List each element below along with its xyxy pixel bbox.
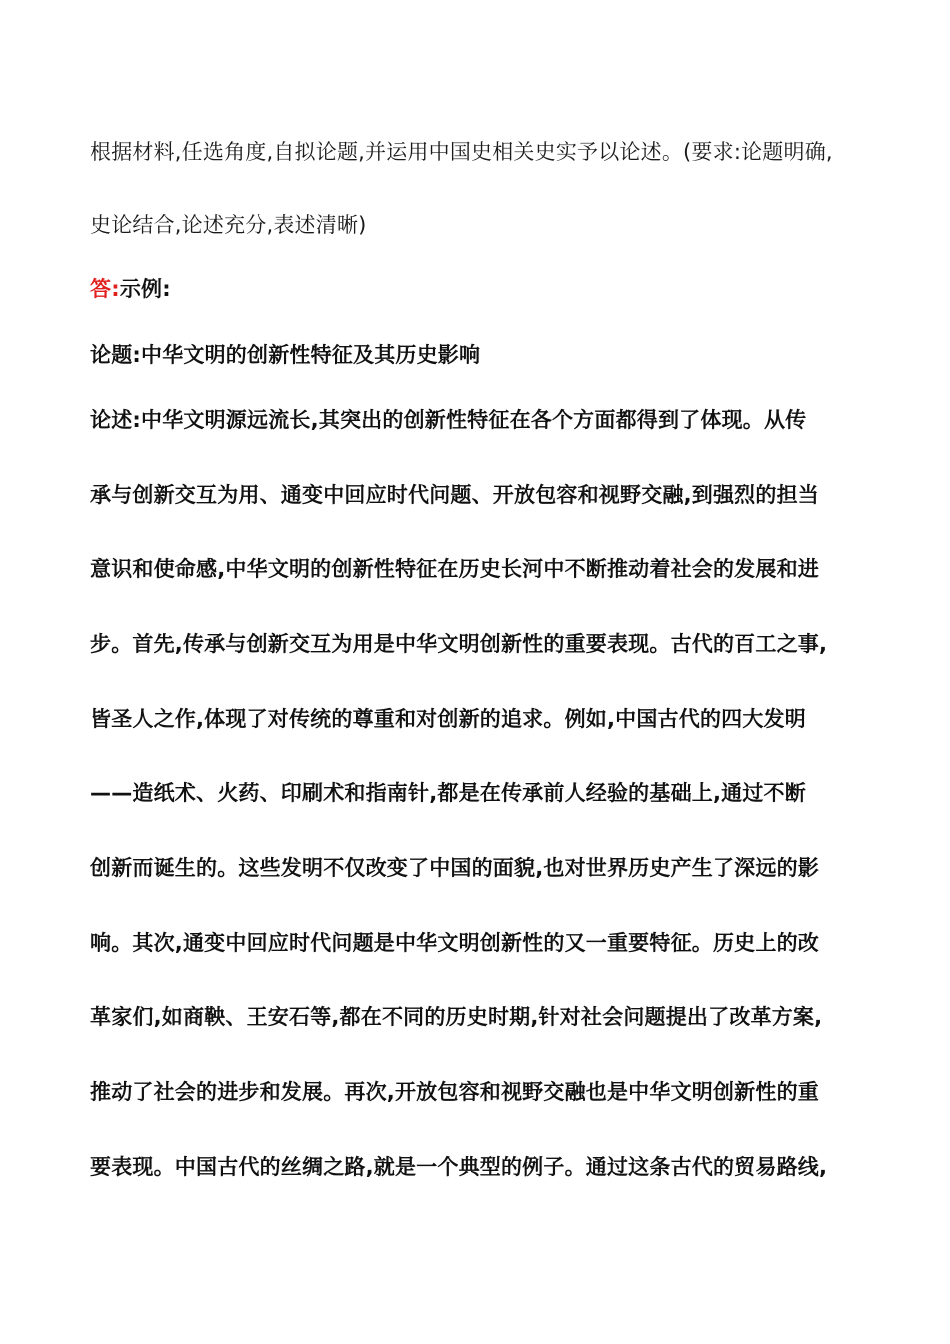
thesis-line: 论题:中华文明的创新性特征及其历史影响: [90, 343, 481, 367]
body-line-5: 皆圣人之作,体现了对传统的尊重和对创新的追求。例如,中国古代的四大发明: [90, 707, 806, 731]
answer-intro: 示例:: [119, 277, 171, 301]
question-line-1: 根据材料,任选角度,自拟论题,并运用中国史相关史实予以论述。(要求:论题明确,: [90, 140, 833, 164]
body-line-4: 步。首先,传承与创新交互为用是中华文明创新性的重要表现。古代的百工之事,: [90, 632, 828, 656]
answer-marker: 答:: [90, 277, 120, 301]
answer-header: [90, 274, 870, 304]
body-line-10: 推动了社会的进步和发展。再次,开放包容和视野交融也是中华文明创新性的重: [90, 1080, 819, 1104]
body-line-7: 创新而诞生的。这些发明不仅改变了中国的面貌,也对世界历史产生了深远的影: [90, 856, 819, 880]
body-line-6: ——造纸术、火药、印刷术和指南针,都是在传承前人经验的基础上,通过不断: [90, 781, 806, 805]
body-line-8: 响。其次,通变中回应时代问题是中华文明创新性的又一重要特征。历史上的改: [90, 931, 819, 955]
question-line-2: 史论结合,论述充分,表述清晰): [90, 213, 367, 237]
body-line-2: 承与创新交互为用、通变中回应时代问题、开放包容和视野交融,到强烈的担当: [90, 483, 819, 507]
body-line-11: 要表现。中国古代的丝绸之路,就是一个典型的例子。通过这条古代的贸易路线,: [90, 1155, 828, 1179]
body-line-1: 论述:中华文明源远流长,其突出的创新性特征在各个方面都得到了体现。从传: [90, 408, 807, 432]
body-line-9: 革家们,如商鞅、王安石等,都在不同的历史时期,针对社会问题提出了改革方案,: [90, 1005, 823, 1029]
body-line-3: 意识和使命感,中华文明的创新性特征在历史长河中不断推动着社会的发展和进: [90, 557, 819, 581]
